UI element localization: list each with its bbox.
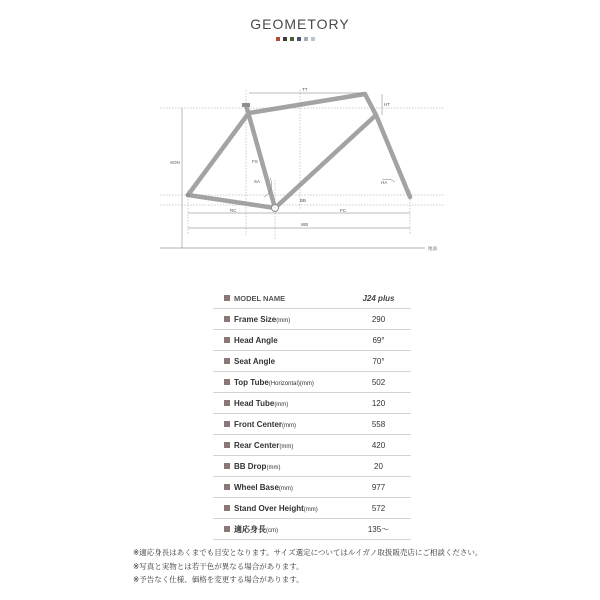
row-label: Head Angle <box>213 330 346 351</box>
row-value: 69° <box>346 330 411 351</box>
dim-son: SON <box>170 160 180 165</box>
row-label: Seat Angle <box>213 351 346 372</box>
row-value: 120 <box>346 393 411 414</box>
row-value: 420 <box>346 435 411 456</box>
table-row <box>213 456 411 477</box>
row-label: Wheel Base(mm) <box>213 477 346 498</box>
note-line: ※適応身長はあくまでも目安となります。サイズ選定についてはルイガノ取扱販売店にご相談ください。 <box>133 548 483 557</box>
row-value: 977 <box>346 477 411 498</box>
row-label: Head Tube(mm) <box>213 393 346 414</box>
color-swatch <box>290 37 294 41</box>
head-tube <box>365 94 376 115</box>
down-tube <box>275 115 376 208</box>
table-row <box>213 330 411 351</box>
row-label: Stand Over Height(mm) <box>213 498 346 519</box>
table-row <box>213 435 411 456</box>
table-row <box>213 309 411 330</box>
seat-stay <box>188 114 248 195</box>
color-swatch <box>304 37 308 41</box>
spec-table <box>213 288 411 540</box>
row-label: Frame Size(mm) <box>213 309 346 330</box>
header-value: J24 plus <box>346 288 411 309</box>
note-line: ※予告なく仕様、価格を変更する場合があります。 <box>133 575 304 584</box>
table-row <box>213 351 411 372</box>
row-value: 558 <box>346 414 411 435</box>
dim-ground: 地面 <box>428 246 437 251</box>
color-swatch <box>297 37 301 41</box>
dim-ha: HA <box>381 180 388 185</box>
row-value: 502 <box>346 372 411 393</box>
color-swatches <box>276 37 315 41</box>
table-row <box>213 393 411 414</box>
row-value: 572 <box>346 498 411 519</box>
row-label: Rear Center(mm) <box>213 435 346 456</box>
table-row <box>213 519 411 540</box>
row-value: 70° <box>346 351 411 372</box>
table-header <box>213 288 411 309</box>
table-row <box>213 414 411 435</box>
dim-wb: WB <box>301 222 309 227</box>
seat-tube <box>246 105 275 208</box>
color-swatch <box>283 37 287 41</box>
dim-rc: RC <box>230 208 237 213</box>
color-swatch <box>311 37 315 41</box>
row-label: 適応身長(cm) <box>213 519 346 540</box>
table-row <box>213 477 411 498</box>
dim-ht: HT <box>384 102 390 107</box>
dim-bb: BB <box>300 198 307 203</box>
dim-tt: TT <box>302 87 308 92</box>
table-row <box>213 372 411 393</box>
table-row <box>213 498 411 519</box>
top-tube <box>249 94 365 113</box>
dim-fc: FC <box>340 208 346 213</box>
row-value: 135〜 <box>346 519 411 540</box>
bike-frame <box>188 94 410 208</box>
header-name: MODEL NAME <box>213 288 346 309</box>
row-value: 290 <box>346 309 411 330</box>
chain-stay <box>188 195 275 208</box>
dim-fs: FS <box>252 159 258 164</box>
dim-sa: SA <box>254 179 261 184</box>
row-value: 20 <box>346 456 411 477</box>
row-label: Top Tube(Horizontal)(mm) <box>213 372 346 393</box>
row-label: BB Drop(mm) <box>213 456 346 477</box>
notes <box>133 546 482 587</box>
color-swatch <box>276 37 280 41</box>
note-line: ※写真と実物とは若干色が異なる場合があります。 <box>133 561 304 571</box>
geometry-diagram <box>160 70 445 260</box>
page-title: GEOMETORY <box>250 16 350 32</box>
row-label: Front Center(mm) <box>213 414 346 435</box>
